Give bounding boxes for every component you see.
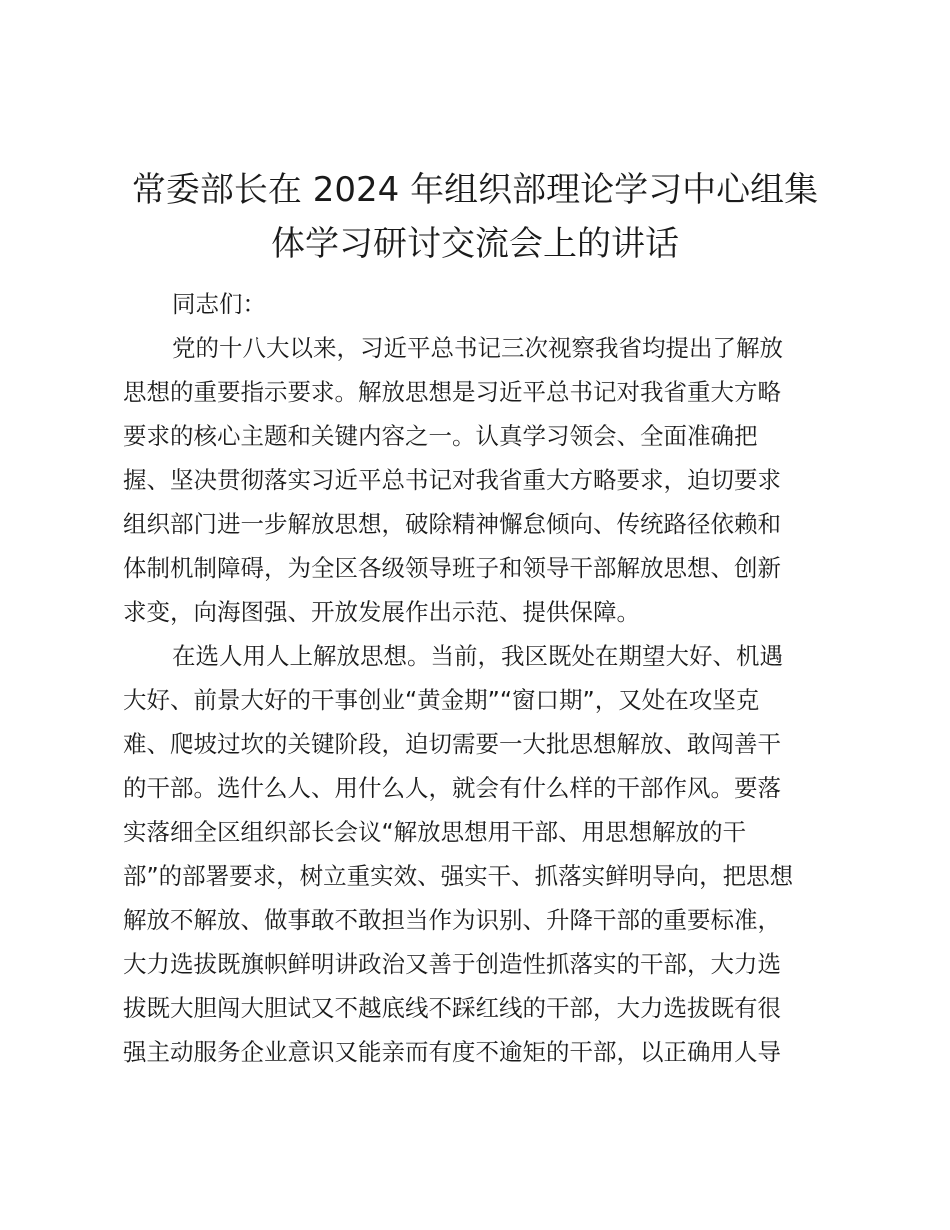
paragraph-2-line: 实落细全区组织部长会议“解放思想用干部、用思想解放的干	[123, 818, 747, 846]
paragraph-1-line: 思想的重要指示要求。解放思想是习近平总书记对我省重大方略	[123, 378, 781, 406]
paragraph-1-line: 要求的核心主题和关键内容之一。认真学习领会、全面准确把	[123, 422, 758, 450]
paragraph-1-line: 党的十八大以来，习近平总书记三次视察我省均提出了解放	[172, 334, 783, 362]
document-body	[123, 282, 838, 1074]
paragraph-2-line: 难、爬坡过坎的关键阶段，迫切需要一大批思想解放、敢闯善干	[123, 730, 781, 758]
title-line-1: 常委部长在 2024 年组织部理论学习中心组集	[131, 170, 819, 210]
paragraph-2-line: 的干部。选什么人、用什么人，就会有什么样的干部作风。要落	[123, 774, 781, 802]
paragraph-1	[123, 326, 838, 634]
paragraph-2-line: 在选人用人上解放思想。当前，我区既处在期望大好、机遇	[172, 642, 783, 670]
title-line-2: 体学习研讨交流会上的讲话	[271, 224, 679, 264]
paragraph-1-line: 握、坚决贯彻落实习近平总书记对我省重大方略要求，迫切要求	[123, 466, 781, 494]
paragraph-2-line: 部”的部署要求，树立重实效、强实干、抓落实鲜明导向，把思想	[123, 862, 794, 890]
paragraph-2-line: 强主动服务企业意识又能亲而有度不逾矩的干部，以正确用人导	[123, 1038, 781, 1066]
paragraph-2-line: 拔既大胆闯大胆试又不越底线不踩红线的干部，大力选拔既有很	[123, 994, 781, 1022]
greeting: 同志们：	[172, 290, 266, 318]
document-title	[100, 163, 850, 271]
paragraph-1-line: 组织部门进一步解放思想，破除精神懈怠倾向、传统路径依赖和	[123, 510, 781, 538]
paragraph-2-line: 大好、前景大好的干事创业“黄金期”“窗口期”，又处在攻坚克	[123, 686, 760, 714]
paragraph-2-line: 解放不解放、做事敢不敢担当作为识别、升降干部的重要标准，	[123, 906, 781, 934]
paragraph-2-line: 大力选拔既旗帜鲜明讲政治又善于创造性抓落实的干部，大力选	[123, 950, 781, 978]
paragraph-2	[123, 634, 838, 1074]
paragraph-1-line: 求变，向海图强、开放发展作出示范、提供保障。	[123, 598, 640, 626]
paragraph-1-line: 体制机制障碍，为全区各级领导班子和领导干部解放思想、创新	[123, 554, 781, 582]
